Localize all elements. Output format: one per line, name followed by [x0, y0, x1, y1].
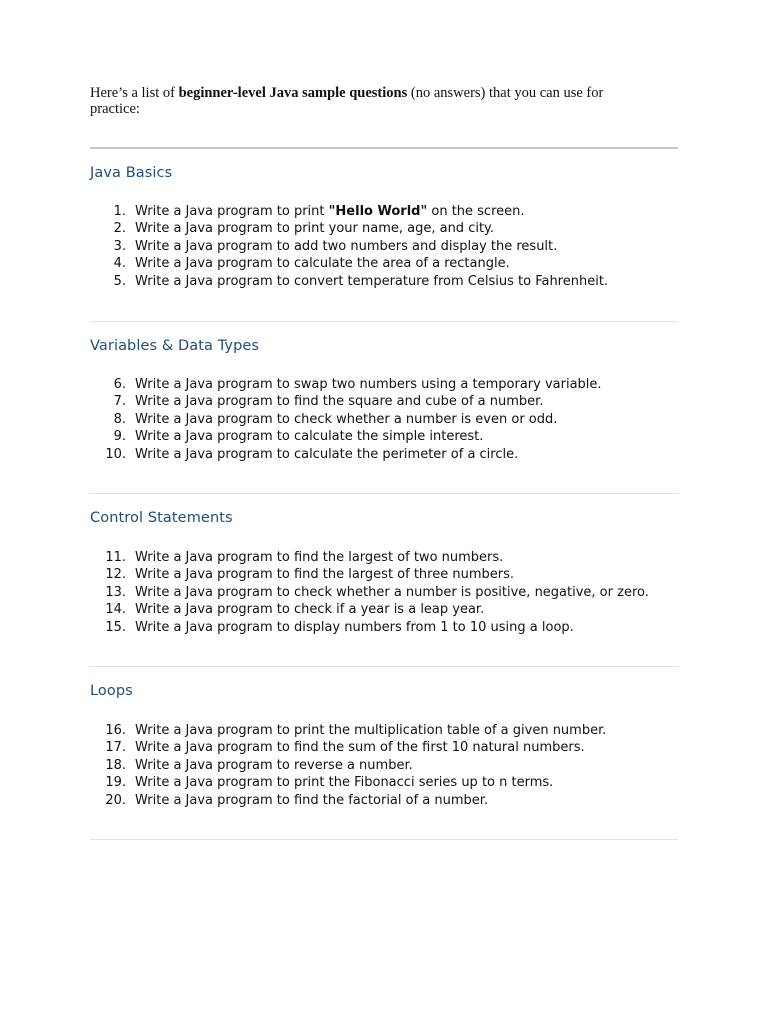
list-item-number: 20.: [105, 792, 126, 808]
list-item-number: 1.: [113, 204, 126, 219]
list-item-text: Write a Java program to display numbers from 1 to 10 using a loop.: [135, 619, 574, 635]
list-item-number: 18.: [105, 757, 126, 773]
list-item-number: 17.: [105, 740, 126, 756]
list-item: [90, 757, 690, 774]
list-item: [90, 619, 690, 636]
question-list-loops: [90, 722, 690, 809]
list-item: [90, 739, 690, 756]
list-item-number: 13.: [105, 584, 126, 600]
list-item-number: 12.: [105, 567, 126, 583]
list-item-text: Write a Java program to find the largest of three numbers.: [135, 567, 515, 583]
list-item-text: Write a Java program to swap two numbers using a temporary variable.: [135, 377, 602, 392]
section-heading-java-basics: Java Basics: [90, 165, 173, 181]
list-item-text: Write a Java program to find the factorial of a number.: [135, 792, 489, 808]
list-item: [90, 411, 690, 428]
list-item-number: 19.: [105, 775, 126, 791]
list-item-text: Write a Java program to print "Hello World" on the screen.: [135, 204, 525, 219]
horizontal-divider: [90, 666, 678, 667]
list-item-text: Write a Java program to print your name, age, and city.: [135, 221, 495, 237]
list-item-text: Write a Java program to calculate the simple interest.: [135, 429, 484, 445]
list-item-number: 10.: [105, 446, 126, 462]
horizontal-divider: [90, 839, 678, 840]
list-item: [90, 273, 690, 290]
list-item-text: Write a Java program to check whether a number is positive, negative, or zero.: [135, 584, 649, 600]
list-item-number: 7.: [113, 394, 126, 410]
list-item-number: 2.: [113, 221, 126, 237]
question-list-java-basics: [90, 203, 690, 290]
list-item: [90, 220, 690, 237]
list-item-number: 9.: [113, 429, 126, 445]
list-item: [90, 203, 690, 220]
list-item-number: 16.: [105, 723, 126, 738]
question-list-variables-data-types: [90, 376, 690, 463]
list-item-number: 15.: [105, 619, 126, 635]
list-item: [90, 774, 690, 791]
section-heading-loops: Loops: [90, 683, 133, 699]
list-item-text: Write a Java program to find the largest of two numbers.: [135, 550, 504, 565]
list-item: [90, 376, 690, 393]
list-item-text: Write a Java program to print the Fibonacci series up to n terms.: [135, 775, 554, 791]
list-item-number: 8.: [113, 411, 126, 427]
list-item: [90, 255, 690, 272]
horizontal-divider: [90, 147, 678, 149]
list-item: [90, 792, 690, 809]
list-item-text: Write a Java program to check whether a number is even or odd.: [135, 411, 558, 427]
list-item-text: Write a Java program to reverse a number.: [135, 757, 413, 773]
list-item-number: 4.: [113, 256, 126, 272]
list-item: [90, 428, 690, 445]
section-heading-control-statements: Control Statements: [90, 510, 233, 526]
list-item: [90, 393, 690, 410]
hello-world-bold: "Hello World": [328, 204, 428, 219]
question-list-control-statements: [90, 549, 690, 636]
list-item: [90, 601, 690, 618]
list-item-text: Write a Java program to find the sum of the first 10 natural numbers.: [135, 740, 585, 756]
intro-suffix: (no answers) that you can use for practice:: [90, 85, 604, 117]
list-item: [90, 722, 690, 739]
section-heading-variables-data-types: Variables & Data Types: [90, 338, 260, 354]
list-item: [90, 584, 690, 601]
list-item-text: Write a Java program to check if a year is a leap year.: [135, 602, 485, 618]
list-item-number: 6.: [113, 377, 126, 392]
list-item-number: 11.: [105, 550, 126, 565]
list-item-text: Write a Java program to add two numbers and display the result.: [135, 238, 558, 254]
list-item-text: Write a Java program to calculate the area of a rectangle.: [135, 256, 510, 272]
horizontal-divider: [90, 321, 678, 322]
list-item: [90, 446, 690, 463]
list-item: [90, 238, 690, 255]
list-item-number: 5.: [113, 273, 126, 289]
list-item-number: 14.: [105, 602, 126, 618]
list-item: [90, 549, 690, 566]
list-item-text: Write a Java program to find the square and cube of a number.: [135, 394, 544, 410]
horizontal-divider: [90, 493, 678, 494]
list-item-text: Write a Java program to calculate the perimeter of a circle.: [135, 446, 519, 462]
intro-paragraph: [90, 85, 650, 117]
list-item-text: Write a Java program to convert temperature from Celsius to Fahrenheit.: [135, 273, 609, 289]
list-item-number: 3.: [113, 238, 126, 254]
intro-bold-phrase: beginner-level Java sample questions: [178, 85, 408, 101]
intro-prefix: Here’s a list of: [90, 85, 179, 101]
list-item-text: Write a Java program to print the multiplication table of a given number.: [135, 723, 607, 738]
list-item: [90, 566, 690, 583]
